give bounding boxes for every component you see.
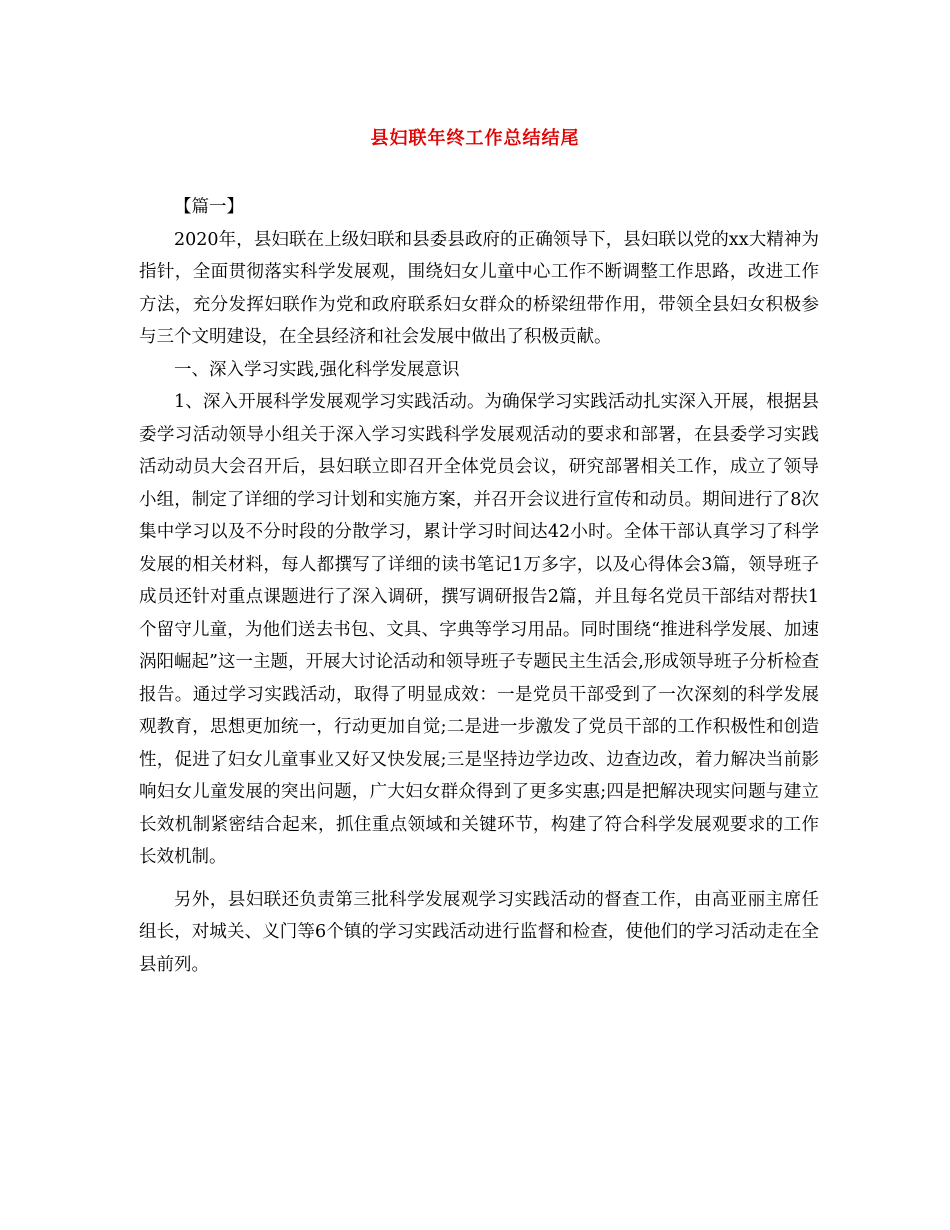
section-heading: 一、深入学习实践,强化科学发展意识	[174, 359, 460, 380]
document-body	[139, 191, 819, 981]
document-title: 县妇联年终工作总结结尾	[370, 128, 580, 149]
paragraph-study-activity: 1、深入开展科学发展观学习实践活动。为确保学习实践活动扎实深入开展，根据县委学习活动领导小组关于深入学习实践科学发展观活动的要求和部署，在县委学习实践活动动员大会召开后，县妇联立即召开全体党员会议，研究部署相关工作，成立了领导小组，制定了详细的学习计划和实施方案，并召开会议进行宣传和动员。期间进行了8次集中学习以及不分时段的分散学习，累计学习时间达42小时。全体干部认真学习了科学发展的相关材料，每人都撰写了详细的读书笔记1万多字，以及心得体会3篇，领导班子成员还针对重点课题进行了深入调研，撰写调研报告2篇，并且每名党员干部结对帮扶1个留守儿童，为他们送去书包、文具、字典等学习用品。同时围绕“推进科学发展、加速涡阳崛起”这一主题，开展大讨论活动和领导班子专题民主生活会,形成领导班子分析检查报告。通过学习实践活动，取得了明显成效：一是党员干部受到了一次深刻的科学发展观教育，思想更加统一，行动更加自觉;二是进一步激发了党员干部的工作积极性和创造性，促进了妇女儿童事业又好又快发展;三是坚持边学边改、边查边改，着力解决当前影响妇女儿童发展的突出问题，广大妇女群众得到了更多实惠;四是把解决现实问题与建立长效机制紧密结合起来，抓住重点领域和关键环节，构建了符合科学发展观要求的工作长效机制。	[139, 392, 819, 867]
section-label: 【篇一】	[174, 197, 244, 217]
paragraph-supervision: 另外，县妇联还负责第三批科学发展观学习实践活动的督查工作，由高亚丽主席任组长，对城关、义门等6个镇的学习实践活动进行监督和检查，使他们的学习活动走在全县前列。	[139, 889, 819, 975]
paragraph-intro: 2020年，县妇联在上级妇联和县委县政府的正确领导下，县妇联以党的xx大精神为指针，全面贯彻落实科学发展观，围绕妇女儿童中心工作不断调整工作思路，改进工作方法，充分发挥妇联作为党和政府联系妇女群众的桥梁纽带作用，带领全县妇女积极参与三个文明建设，在全县经济和社会发展中做出了积极贡献。	[139, 229, 819, 347]
